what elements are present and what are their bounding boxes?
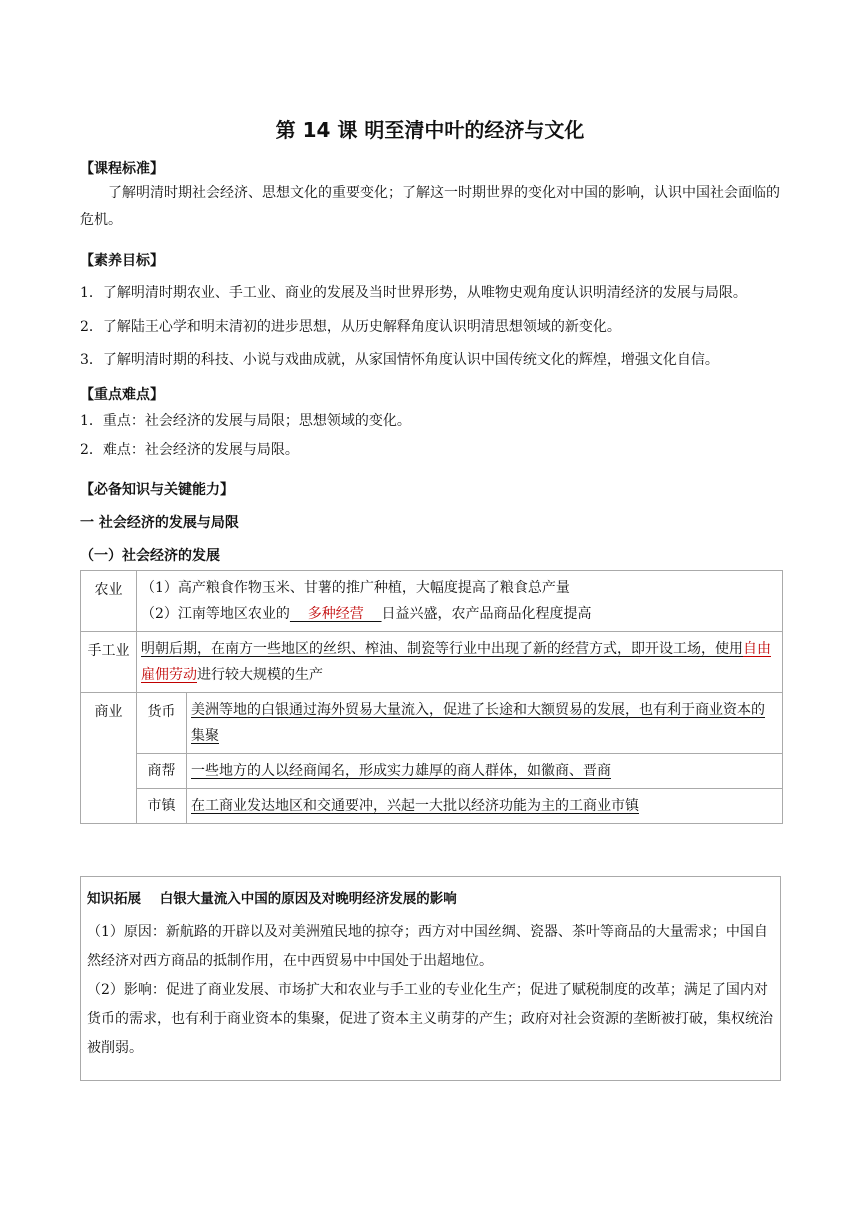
extension-cause: （1）原因：新航路的开辟以及对美洲殖民地的掠夺；西方对中国丝绸、瓷器、茶叶等商品的大量需求；中国自然经济对西方商品的抵制作用，在中西贸易中中国处于出超地位。 [87,924,768,969]
goal-item: 2．了解陆王心学和明末清初的进步思想，从历史解释角度认识明清思想领域的新变化。 [80,319,621,335]
commerce-text: 在工商业发达地区和交通要冲，兴起一大批以经济功能为主的工商业市镇 [191,798,639,814]
table-cell [187,693,783,754]
commerce-text: 一些地方的人以经商闻名，形成实力雄厚的商人群体，如徽商、晋商 [191,763,611,779]
standard-heading: 【课程标准】 [80,161,164,177]
commerce-text: 美洲等地的白银通过海外贸易大量流入，促进了长途和大额贸易的发展，也有利于商业资本的集聚 [191,702,765,744]
table-row [81,632,783,693]
table-category: 商业 [81,693,137,824]
extension-heading: 知识拓展 白银大量流入中国的原因及对晚明经济发展的影响 [87,891,457,907]
keypoint-item: 2．难点：社会经济的发展与局限。 [80,442,299,458]
extension-effect: （2）影响：促进了商业发展、市场扩大和农业与手工业的专业化生产；促进了赋税制度的改革；满足了国内对货币的需求，也有利于商业资本的集聚，促进了资本主义萌芽的产生；政府对社会资源的垄断被打破，集权统治被削弱。 [87,982,773,1056]
keypoints-heading: 【重点难点】 [80,387,164,403]
agri-line-2-prefix: （2）江南等地区农业的 [141,606,290,622]
craft-text: 明朝后期，在南方一些地区的丝织、榨油、制瓷等行业中出现了新的经营方式，即开设工场，使用 [141,641,743,657]
craft-highlight: 自由雇佣劳动 [141,641,771,683]
goal-item: 3．了解明清时期的科技、小说与戏曲成就，从家国情怀角度认识中国传统文化的辉煌，增强文化自信。 [80,352,719,368]
table-cell [137,632,783,693]
section-heading: 一 社会经济的发展与局限 [80,515,239,531]
knowledge-extension-box [80,876,781,1081]
keypoint-item: 1．重点：社会经济的发展与局限；思想领域的变化。 [80,413,411,429]
knowledge-heading: 【必备知识与关键能力】 [80,482,234,498]
standard-text: 了解明清时期社会经济、思想文化的重要变化；了解这一时期世界的变化对中国的影响，认识中国社会面临的危机。 [80,185,780,228]
agri-line-2-suffix: 日益兴盛，农产品商品化程度提高 [381,606,592,622]
economy-table [80,570,783,824]
table-cell [187,754,783,789]
table-row [81,789,783,824]
table-category: 手工业 [81,632,137,693]
table-category: 农业 [81,571,137,632]
table-cell [137,571,783,632]
agri-line-2 [141,601,778,627]
table-subcategory: 商帮 [137,754,187,789]
lesson-title: 第 14 课 明至清中叶的经济与文化 [275,118,585,142]
table-subcategory: 货币 [137,693,187,754]
table-row [81,754,783,789]
agri-line-1: （1）高产粮食作物玉米、甘薯的推广种植，大幅度提高了粮食总产量 [141,580,570,596]
subsection-heading: （一）社会经济的发展 [80,548,220,564]
goal-item: 1．了解明清时期农业、手工业、商业的发展及当时世界形势，从唯物史观角度认识明清经济的发展与局限。 [80,285,747,301]
table-cell [187,789,783,824]
table-row [81,571,783,632]
table-subcategory: 市镇 [137,789,187,824]
craft-text-end: 进行较大规模的生产 [197,667,323,683]
table-row [81,693,783,754]
agri-blank-answer: 多种经营 [289,606,382,622]
goals-heading: 【素养目标】 [80,253,164,269]
